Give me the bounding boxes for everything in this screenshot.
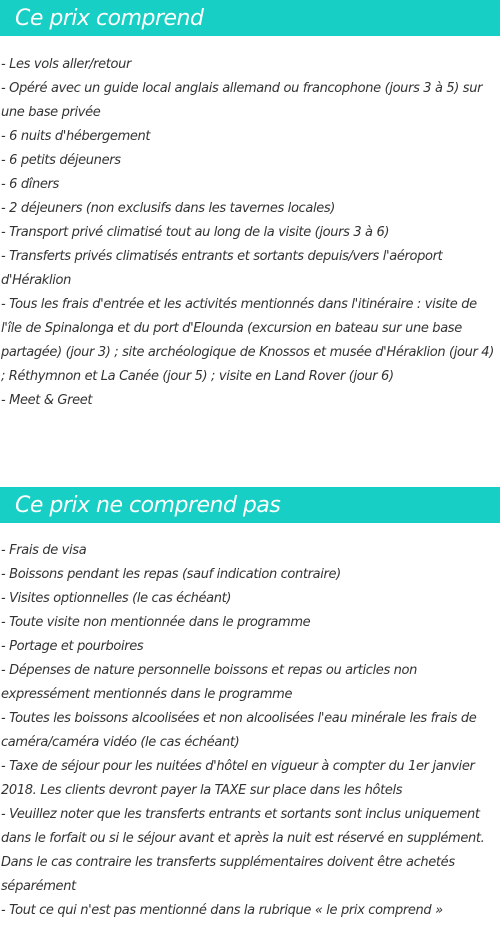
list-item: - Taxe de séjour pour les nuitées d'hôtel en vigueur à compter du 1er janvier 2018. Les clients devront payer la TAXE sur place dans les hôtels [1, 759, 475, 798]
list-item: - 6 dîners [1, 177, 59, 192]
included-list [0, 53, 500, 413]
excluded-section [0, 487, 500, 923]
list-item: - Portage et pourboires [1, 639, 144, 654]
included-title: Ce prix comprend [15, 5, 204, 31]
excluded-header [0, 487, 500, 523]
included-section [0, 0, 500, 413]
list-item: - Les vols aller/retour [1, 57, 131, 72]
list-item: - Opéré avec un guide local anglais allemand ou francophone (jours 3 à 5) sur une base privée [1, 81, 483, 120]
excluded-title: Ce prix ne comprend pas [15, 492, 281, 518]
list-item: - 2 déjeuners (non exclusifs dans les tavernes locales) [1, 201, 336, 216]
list-item: - 6 nuits d'hébergement [1, 129, 151, 144]
list-item: - Tous les frais d'entrée et les activités mentionnés dans l'itinéraire : visite de l'île de Spinalonga et du port d'Elounda (excursion en bateau sur une base partagée) (jour 3) ; site archéologique de Knossos et musée d'Héraklion (jour 4) ; Réthymnon et La Canée (jour 5) ; visite en Land Rover (jour 6) [1, 297, 494, 384]
list-item: - Tout ce qui n'est pas mentionné dans la rubrique « le prix comprend » [1, 903, 443, 918]
list-item: - Dépenses de nature personnelle boissons et repas ou articles non expressément mentionnés dans le programme [1, 663, 418, 702]
list-item: - Visites optionnelles (le cas échéant) [1, 591, 232, 606]
excluded-list [0, 539, 500, 923]
list-item: - Toutes les boissons alcoolisées et non alcoolisées l'eau minérale les frais de caméra/caméra vidéo (le cas échéant) [1, 711, 477, 750]
list-item: - Veuillez noter que les transferts entrants et sortants sont inclus uniquement dans le forfait ou si le séjour avant et après la nuit est réservé en supplément. Dans le cas contraire les transferts supplémentaires doivent être achetés séparément [1, 807, 485, 894]
list-item: - Boissons pendant les repas (sauf indication contraire) [1, 567, 341, 582]
included-header [0, 0, 500, 36]
list-item: - Transport privé climatisé tout au long de la visite (jours 3 à 6) [1, 225, 390, 240]
list-item: - Transferts privés climatisés entrants et sortants depuis/vers l'aéroport d'Héraklion [1, 249, 443, 288]
list-item: - Meet & Greet [1, 393, 93, 408]
list-item: - Toute visite non mentionnée dans le programme [1, 615, 311, 630]
list-item: - Frais de visa [1, 543, 87, 558]
list-item: - 6 petits déjeuners [1, 153, 121, 168]
